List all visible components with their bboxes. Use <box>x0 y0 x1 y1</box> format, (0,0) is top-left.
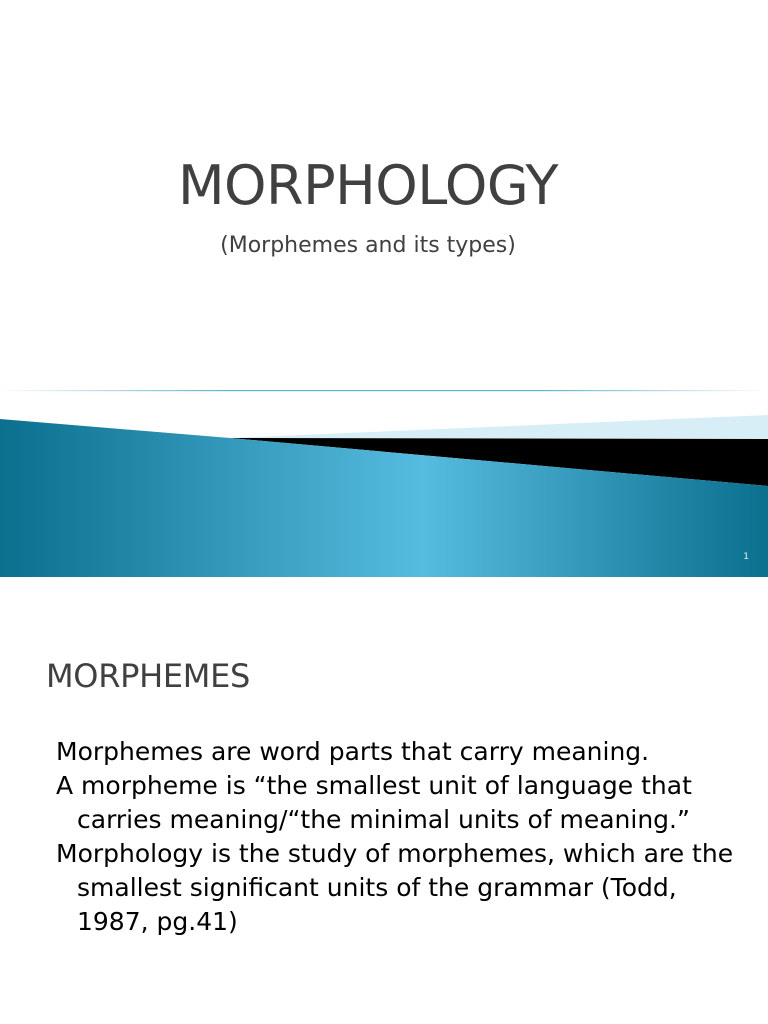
bullet-item: Morphology is the study of morphemes, which are the smallest significant units of the grammar (Todd, 1987, pg.41) <box>56 839 734 936</box>
content-slide <box>0 577 768 1024</box>
bullet-item: Morphemes are word parts that carry meaning. <box>56 737 650 766</box>
accent-line <box>0 390 768 391</box>
decorative-banner <box>0 385 768 577</box>
slide-heading: MORPHEMES <box>46 657 251 695</box>
slide-subtitle: (Morphemes and its types) <box>220 233 516 258</box>
bullet-list <box>56 735 746 939</box>
slide-title: MORPHOLOGY <box>177 154 559 217</box>
bullet-item: A morpheme is “the smallest unit of language that carries meaning/“the minimal units of meaning.” <box>56 771 692 834</box>
slide-number: 1 <box>743 552 749 562</box>
pale-band <box>230 415 768 439</box>
